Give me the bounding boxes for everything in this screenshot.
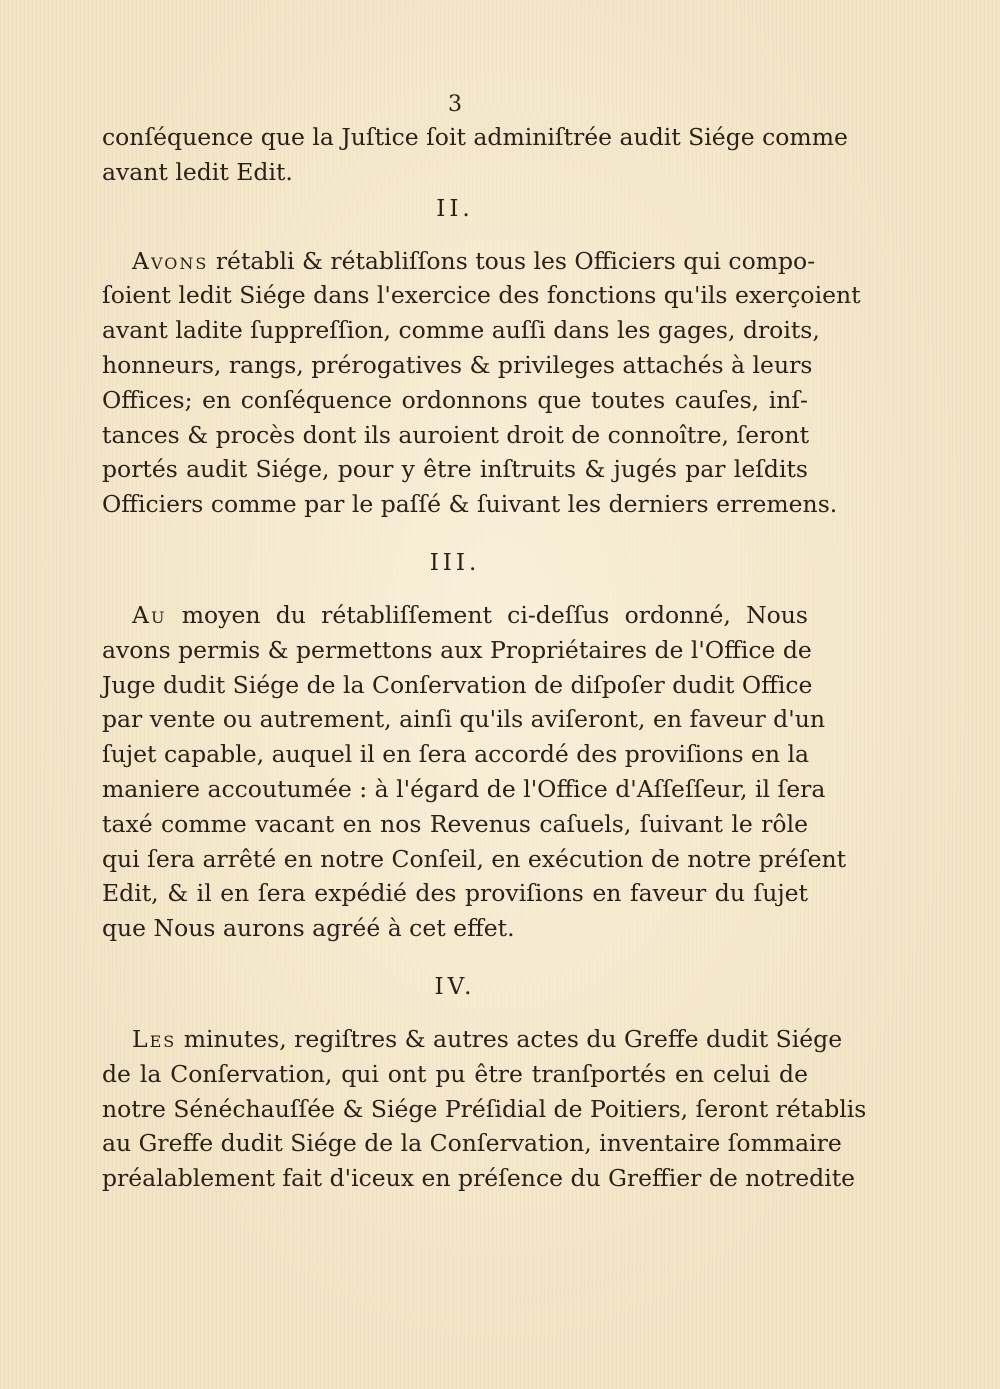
article-heading-3: III.: [429, 549, 481, 576]
text-line: qui ſera arrêté en notre Conſeil, en exécution de notre préſent: [102, 844, 847, 873]
initial-word: Les: [132, 1024, 177, 1053]
text-line: au Greffe dudit Siége de la Conſervation, inventaire ſommaire: [102, 1129, 842, 1158]
text-line: par vente ou autrement, ainſi qu'ils aviſeront, en faveur d'un: [102, 705, 825, 734]
first-line-text: rétabli & rétabliſſons tous les Officiers qui compo-: [215, 246, 816, 275]
text-line: avant ledit Edit.: [102, 157, 293, 186]
initial-word: Avons: [132, 246, 209, 275]
article-3-paragraph: [102, 598, 847, 946]
text-line: ſoient ledit Siége dans l'exercice des fonctions qu'ils exerçoient: [102, 281, 861, 310]
text-line: avant ladite ſuppreſſion, comme auſſi dans les gages, droits,: [102, 316, 820, 345]
first-line-text: minutes, regiſtres & autres actes du Greffe dudit Siége: [183, 1024, 843, 1053]
text-line: honneurs, rangs, prérogatives & privileges attachés à leurs: [102, 350, 813, 379]
article-2-paragraph: [102, 244, 861, 522]
text-line: que Nous aurons agréé à cet effet.: [102, 914, 515, 943]
text-line: avons permis & permettons aux Propriétaires de l'Office de: [102, 635, 812, 664]
opening-paragraph: [102, 120, 848, 190]
page-number: 3: [448, 92, 462, 117]
article-heading-2: II.: [436, 195, 474, 222]
text-line: taxé comme vacant en nos Revenus caſuels, ſuivant le rôle: [102, 809, 808, 838]
text-line: portés audit Siége, pour y être inſtruits & jugés par leſdits: [102, 455, 808, 484]
text-line: [102, 244, 816, 279]
text-line: de la Conſervation, qui ont pu être tranſportés en celui de: [102, 1059, 808, 1088]
article-4-paragraph: [102, 1022, 867, 1196]
text-line: Officiers comme par le paſſé & ſuivant les derniers erremens.: [102, 490, 838, 519]
initial-word: Au: [132, 600, 167, 629]
text-line: Juge dudit Siége de la Conſervation de diſpoſer dudit Office: [102, 670, 813, 699]
article-heading-4: IV.: [434, 973, 476, 1000]
first-line-text: moyen du rétabliſſement ci-deſſus ordonné, Nous: [181, 600, 808, 629]
text-line: maniere accoutumée : à l'égard de l'Office d'Aſſeſſeur, il ſera: [102, 774, 826, 803]
text-line: conſéquence que la Juſtice ſoit adminiſtrée audit Siége comme: [102, 123, 848, 151]
text-line: [102, 1022, 843, 1057]
text-line: notre Sénéchauſſée & Siége Préſidial de Poitiers, ſeront rétablis: [102, 1094, 867, 1123]
text-line: tances & procès dont ils auroient droit de connoître, ſeront: [102, 420, 810, 449]
text-line: ſujet capable, auquel il en ſera accordé des proviſions en la: [102, 740, 810, 769]
text-line: Edit, & il en ſera expédié des proviſions en faveur du ſujet: [102, 879, 808, 908]
text-line: préalablement fait d'iceux en préſence du Greffier de notredite: [102, 1164, 856, 1193]
text-line: [102, 598, 808, 633]
text-block: [102, 90, 867, 1196]
text-line: Offices; en conſéquence ordonnons que toutes cauſes, inſ-: [102, 385, 808, 414]
